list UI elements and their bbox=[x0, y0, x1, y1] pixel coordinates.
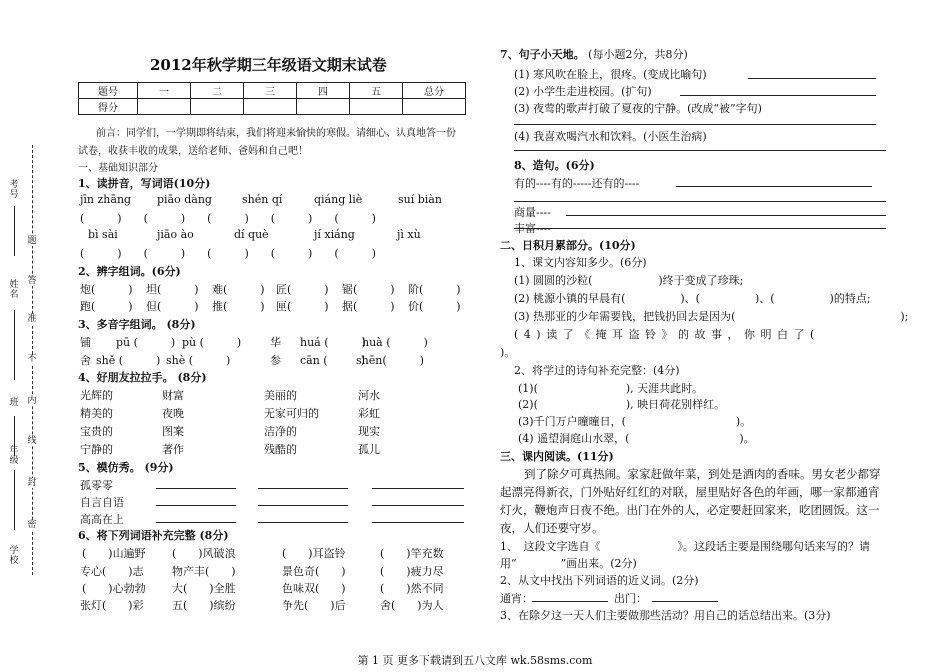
margin-label-grade: 年级 bbox=[9, 446, 19, 466]
seal-char: 不 bbox=[27, 354, 37, 364]
q6-title: 6、将下列词语补充完整 (8分) bbox=[78, 529, 229, 542]
synonym-label: 通宵： bbox=[500, 592, 533, 605]
q1-title: 1、读拼音，写词语(10分) bbox=[78, 177, 211, 190]
answer-line[interactable] bbox=[748, 78, 876, 79]
q3-char: 华 bbox=[270, 336, 281, 349]
q2-item[interactable]: 匣( ) bbox=[276, 300, 329, 313]
score-header: 四 bbox=[297, 83, 350, 99]
pinyin: shén qí bbox=[242, 193, 283, 206]
match-word[interactable]: 宁静的 bbox=[80, 443, 113, 456]
pinyin: jì xù bbox=[397, 228, 421, 241]
q5-title: 5、模仿秀。 (9分) bbox=[78, 461, 174, 474]
imitate-word: 自言自语 bbox=[80, 496, 124, 509]
fill-item[interactable]: (3) 热那亚的少年需要钱，把钱扔回去是因为( ); bbox=[514, 310, 909, 323]
q3-title: 3、多音字组词。 (8分) bbox=[78, 318, 196, 331]
idiom-item[interactable]: ( )心勃勃 bbox=[82, 582, 146, 595]
reading-question: 3、在除夕这一天人们主要做那些活动？用自己的话总结出来。(3分) bbox=[500, 609, 831, 622]
answer-line[interactable] bbox=[258, 522, 348, 523]
answer-line[interactable] bbox=[680, 95, 876, 96]
seal-char: 密 bbox=[27, 520, 37, 530]
margin-label-name: 姓名 bbox=[9, 280, 19, 300]
answer-line[interactable] bbox=[514, 201, 886, 202]
seal-char: 准 bbox=[27, 314, 37, 324]
q3-char: 参 bbox=[270, 354, 281, 367]
score-cell[interactable] bbox=[191, 99, 244, 115]
score-header: 题号 bbox=[79, 83, 138, 99]
answer-line[interactable] bbox=[372, 522, 464, 523]
q2-item[interactable]: 但( ) bbox=[146, 300, 199, 313]
section-heading: 二、日积月累部分。(10分) bbox=[500, 239, 636, 252]
q2-item[interactable]: 匠( ) bbox=[276, 283, 329, 296]
reading-paragraph: 夜，人们还要守岁。 bbox=[500, 521, 604, 535]
match-word[interactable]: 现实 bbox=[358, 425, 380, 438]
margin-field-line bbox=[14, 310, 15, 380]
idiom-item[interactable]: ( )风破浪 bbox=[172, 547, 236, 560]
imitate-word: 孤零零 bbox=[80, 479, 113, 492]
answer-line[interactable] bbox=[676, 186, 872, 187]
seal-char: 封 bbox=[27, 478, 37, 488]
score-table bbox=[78, 82, 466, 115]
section-heading: 三、课内阅读。(11分) bbox=[500, 450, 614, 463]
match-word[interactable]: 残酷的 bbox=[264, 443, 297, 456]
score-header: 一 bbox=[138, 83, 191, 99]
q8-line: 丰富---- bbox=[514, 222, 551, 235]
margin-label-exam-no: 考号 bbox=[9, 180, 19, 200]
q2-item[interactable]: 锯( ) bbox=[342, 283, 395, 296]
q3-item[interactable]: shè ( ) bbox=[166, 354, 231, 367]
score-cell[interactable] bbox=[244, 99, 297, 115]
score-cell[interactable] bbox=[138, 99, 191, 115]
fill-item[interactable]: (1) 圆圆的沙粒( )终于变成了珍珠; bbox=[514, 274, 744, 287]
answer-line[interactable] bbox=[258, 505, 348, 506]
q2-item[interactable]: 难( ) bbox=[212, 283, 265, 296]
answer-line[interactable] bbox=[258, 488, 348, 489]
pinyin: piāo dàng bbox=[157, 193, 212, 206]
fill-item[interactable]: ( 4 ) 读 了 《 掩 耳 盗 铃 》 的 故 事 ， 你 明 白 了 ( bbox=[514, 328, 816, 341]
score-header: 总分 bbox=[403, 83, 466, 99]
q7-item: (2) 小学生走进校园。(扩句) bbox=[514, 85, 652, 98]
margin-field-line bbox=[14, 470, 15, 530]
q4-title: 4、好朋友拉拉手。 (8分) bbox=[78, 371, 207, 384]
idiom-item[interactable]: 五( )缤纷 bbox=[172, 599, 236, 612]
q7-item: (4) 我喜欢喝汽水和饮料。(小医生治病) bbox=[514, 130, 707, 143]
synonym-label: 出门： bbox=[614, 592, 647, 605]
q2-title: 2、辨字组词。(6分) bbox=[78, 265, 181, 278]
intro-line: 试卷，收获丰收的成果，送给老师、爸妈和自己吧！ bbox=[78, 146, 308, 157]
answer-line[interactable] bbox=[532, 601, 608, 602]
q7-item: (1) 寒风吹在脸上，很疼。(变成比喻句) bbox=[514, 68, 707, 81]
answer-line[interactable] bbox=[514, 124, 876, 125]
idiom-item[interactable]: ( )山遍野 bbox=[82, 547, 146, 560]
answer-line[interactable] bbox=[514, 228, 886, 229]
answer-parens[interactable]: ( ) ( ) ( ) ( ) ( ) bbox=[80, 247, 376, 260]
poem-item[interactable]: (3)千门万户曈曈日，( )。 bbox=[518, 415, 752, 428]
answer-line[interactable] bbox=[156, 522, 236, 523]
page-title: 2012年秋学期三年级语文期末试卷 bbox=[150, 56, 387, 74]
page-footer: 第 1 页 更多下载请到五八文库 wk.58sms.com bbox=[357, 654, 593, 667]
answer-line[interactable] bbox=[514, 150, 886, 151]
idiom-item[interactable]: 大( )全胜 bbox=[172, 582, 236, 595]
score-header: 二 bbox=[191, 83, 244, 99]
score-header: 三 bbox=[244, 83, 297, 99]
reading-paragraph: 灯火，鞭炮声日夜不绝。出门在外的人，必定要赶回家来，吃团圆饭。这一 bbox=[500, 503, 880, 517]
reading-question: 用“ ”画出来。(2分) bbox=[500, 557, 637, 570]
seal-char: 内 bbox=[27, 396, 37, 406]
q3-item[interactable]: huà ( ) bbox=[362, 336, 428, 349]
q3-item[interactable]: pū ( ) bbox=[116, 336, 176, 349]
score-row-label: 得分 bbox=[79, 99, 138, 115]
q3-item[interactable]: huá ( ) bbox=[300, 336, 366, 349]
intro-line: 前言：同学们，一学期即将结束，我们将迎来愉快的寒假。请细心、认真地答一份 bbox=[96, 128, 456, 139]
q3-item[interactable]: shēn( ) bbox=[356, 354, 424, 367]
q3-item[interactable]: shě ( ) bbox=[96, 354, 161, 367]
idiom-item[interactable]: 色味双( ) bbox=[282, 582, 346, 595]
reading-question: 2、从文中找出下列词语的近义词。(2分) bbox=[500, 574, 699, 587]
q3-item[interactable]: cān ( ) bbox=[300, 354, 365, 367]
pinyin: dí què bbox=[234, 228, 269, 241]
answer-line[interactable] bbox=[372, 488, 464, 489]
match-word[interactable]: 洁净的 bbox=[264, 425, 297, 438]
q2-item[interactable]: 推( ) bbox=[212, 300, 265, 313]
answer-parens[interactable]: ( ) ( ) ( ) ( ) ( ) bbox=[80, 212, 376, 225]
margin-label-class: 班 bbox=[9, 398, 19, 408]
idiom-item[interactable]: 张灯( )彩 bbox=[80, 599, 144, 612]
q8-title: 8、造句。(6分) bbox=[514, 159, 595, 172]
q7-note: (每小题2分，共8分) bbox=[588, 48, 688, 61]
poem-item[interactable]: (1)( ), 天涯共此时。 bbox=[518, 382, 704, 395]
match-word[interactable]: 光辉的 bbox=[80, 389, 113, 402]
idiom-item[interactable]: ( )然不同 bbox=[380, 582, 444, 595]
idiom-item[interactable]: 物产丰( ) bbox=[172, 565, 236, 578]
score-cell[interactable] bbox=[350, 99, 403, 115]
seal-char: 题 bbox=[27, 236, 37, 246]
match-word[interactable]: 著作 bbox=[162, 443, 184, 456]
reading-paragraph: 起漂亮得新衣，门外贴好红红的对联，屋里贴好各色的年画，哪一家都通宵 bbox=[500, 485, 880, 499]
answer-line[interactable] bbox=[652, 601, 718, 602]
pinyin: jīn zhāng bbox=[80, 193, 132, 206]
idiom-item[interactable]: ( )耳盗铃 bbox=[282, 547, 346, 560]
q3-char: 舍 bbox=[80, 354, 91, 367]
answer-line[interactable] bbox=[156, 505, 236, 506]
match-word[interactable]: 彩虹 bbox=[358, 407, 380, 420]
q3-char: 铺 bbox=[80, 336, 91, 349]
match-word[interactable]: 图案 bbox=[162, 425, 184, 438]
pinyin: qiáng liè bbox=[314, 193, 363, 206]
answer-line[interactable] bbox=[566, 215, 886, 216]
idiom-item[interactable]: 舍( )为人 bbox=[380, 599, 444, 612]
match-word[interactable]: 河水 bbox=[358, 389, 380, 402]
section-heading: 一、基础知识部分 bbox=[78, 163, 158, 174]
answer-line[interactable] bbox=[372, 505, 464, 506]
fill-item-end: )。 bbox=[500, 346, 516, 359]
score-header: 五 bbox=[350, 83, 403, 99]
score-cell[interactable] bbox=[297, 99, 350, 115]
fill-item[interactable]: (2) 桃源小镇的早晨有( )、( )、( )的特点; bbox=[514, 292, 871, 305]
margin-label-school: 学校 bbox=[9, 546, 19, 566]
reading-question: 1、 这段文字选自《 》。这段话主要是围绕哪句话来写的？请 bbox=[500, 540, 870, 553]
answer-line[interactable] bbox=[156, 488, 236, 489]
q2-item[interactable]: 炮( ) bbox=[80, 283, 133, 296]
q8-line: 有的----有的-----还有的---- bbox=[514, 177, 640, 190]
pinyin: jiāo ào bbox=[157, 228, 194, 241]
poem-item[interactable]: (4) 遥望洞庭山水翠，( )。 bbox=[518, 432, 755, 445]
match-word[interactable]: 孤儿 bbox=[358, 443, 380, 456]
idiom-item[interactable]: 景色奇( ) bbox=[282, 565, 346, 578]
match-word[interactable]: 精美的 bbox=[80, 407, 113, 420]
imitate-word: 高高在上 bbox=[80, 513, 124, 526]
idiom-item[interactable]: 专心( )志 bbox=[80, 565, 144, 578]
q7-heading bbox=[500, 46, 688, 62]
score-cell[interactable] bbox=[403, 99, 466, 115]
idiom-item[interactable]: ( )竿充数 bbox=[380, 547, 444, 560]
q2-item[interactable]: 跑( ) bbox=[80, 300, 133, 313]
match-word[interactable]: 夜晚 bbox=[162, 407, 184, 420]
sub-question: 1、课文内容知多少。(6分) bbox=[514, 256, 647, 269]
pinyin: suí biàn bbox=[398, 193, 442, 206]
q2-item[interactable]: 阶( ) bbox=[408, 283, 461, 296]
pinyin: bì sài bbox=[88, 228, 118, 241]
poem-item[interactable]: (2)( ), 映日荷花别样红。 bbox=[518, 398, 726, 411]
idiom-item[interactable]: ( )疲力尽 bbox=[380, 565, 444, 578]
q7-title: 7、句子小天地。 bbox=[500, 48, 585, 61]
q2-item[interactable]: 价( ) bbox=[408, 300, 461, 313]
match-word[interactable]: 美丽的 bbox=[264, 389, 297, 402]
seal-char: 答 bbox=[27, 276, 37, 286]
q7-item: (3) 夜莺的歌声打破了夏夜的宁静。(改成“被”字句) bbox=[514, 102, 762, 115]
match-word[interactable]: 宝贵的 bbox=[80, 425, 113, 438]
idiom-item[interactable]: 争先( )后 bbox=[282, 599, 346, 612]
q3-item[interactable]: pù ( ) bbox=[182, 336, 242, 349]
match-word[interactable]: 财富 bbox=[162, 389, 184, 402]
q2-item[interactable]: 据( ) bbox=[342, 300, 395, 313]
sub-question: 2、将学过的诗句补充完整：(4分) bbox=[514, 364, 680, 377]
match-word[interactable]: 无家可归的 bbox=[264, 407, 319, 420]
reading-paragraph: 到了除夕可真热闹。家家赶做年菜，到处是酒肉的香味。男女老少都穿 bbox=[524, 467, 881, 481]
margin-field-line bbox=[14, 206, 15, 256]
q8-line: 商量---- bbox=[514, 206, 551, 219]
pinyin: jí xiáng bbox=[314, 228, 355, 241]
q2-item[interactable]: 坦( ) bbox=[146, 283, 199, 296]
seal-char: 线 bbox=[27, 436, 37, 446]
